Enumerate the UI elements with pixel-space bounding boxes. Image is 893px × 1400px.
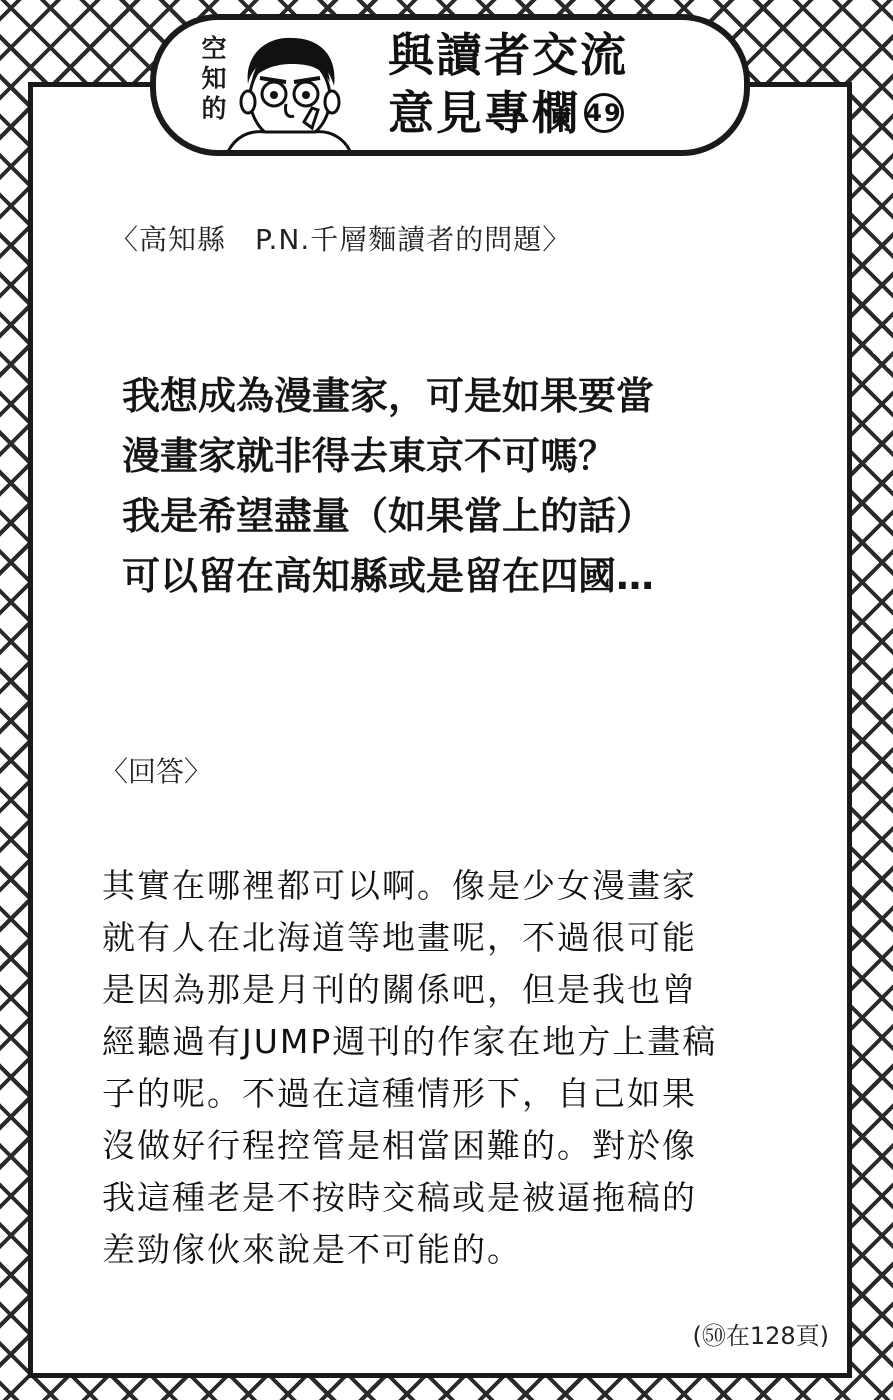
answer-line: 是因為那是月刊的關係吧，但是我也曾 xyxy=(102,970,697,1009)
title-line-2-text: 意見專欄 xyxy=(388,86,580,140)
answer-text xyxy=(102,860,802,1276)
answer-line: 經聽過有JUMP週刊的作家在地方上畫稿 xyxy=(102,1022,718,1061)
question-text xyxy=(122,366,802,606)
answer-line: 其實在哪裡都可以啊。像是少女漫畫家 xyxy=(102,866,697,905)
question-line: 漫畫家就非得去東京不可嗎？ xyxy=(122,434,617,478)
answer-label: 〈回答〉 xyxy=(100,755,213,788)
question-line: 我是希望盡量（如果當上的話） xyxy=(122,494,655,538)
question-label: 〈高知縣 P.N.千層麵讀者的問題〉 xyxy=(110,223,572,256)
column-title xyxy=(388,26,728,142)
issue-number-badge: 49 xyxy=(584,93,624,133)
question-line: 可以留在高知縣或是留在四國… xyxy=(122,554,655,598)
continued-note: (㊿在128頁) xyxy=(692,1322,829,1350)
author-portrait-icon xyxy=(226,32,352,156)
answer-line: 就有人在北海道等地畫呢，不過很可能 xyxy=(102,918,697,957)
column-header xyxy=(150,14,750,156)
answer-line: 我這種老是不按時交稿或是被逼拖稿的 xyxy=(102,1178,697,1217)
answer-line: 沒做好行程控管是相當困難的。對於像 xyxy=(102,1126,697,1165)
title-line-1: 與讀者交流 xyxy=(388,28,628,82)
question-line: 我想成為漫畫家，可是如果要當 xyxy=(122,374,655,418)
title-line-2 xyxy=(388,84,728,142)
answer-line: 差勁傢伙來說是不可能的。 xyxy=(102,1230,522,1269)
column-subtitle: 空 知 的 xyxy=(201,34,227,123)
answer-line: 子的呢。不過在這種情形下，自己如果 xyxy=(102,1074,697,1113)
